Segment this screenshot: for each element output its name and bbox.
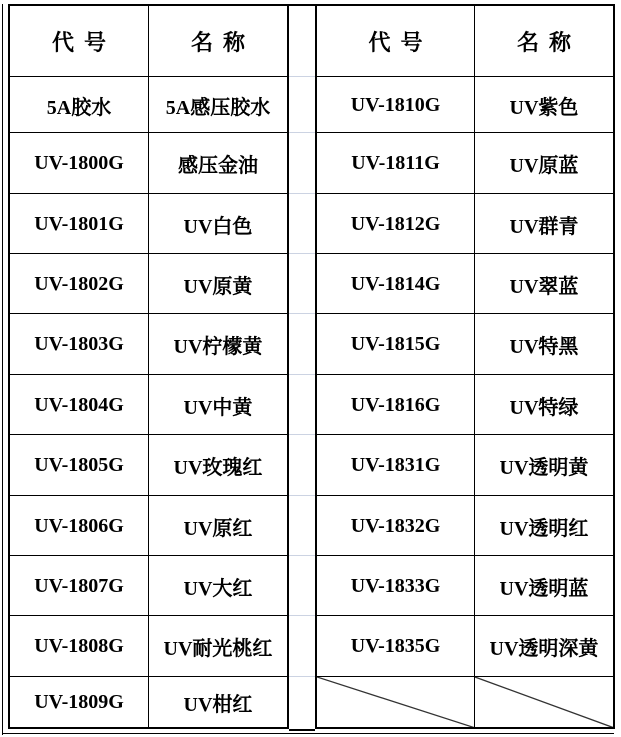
- gridline-segment: [289, 435, 315, 496]
- right-column-header-name: 名称: [475, 5, 615, 76]
- left-header-row: [9, 5, 288, 76]
- code-cell: UV-1808G: [9, 615, 149, 676]
- name-cell: UV透明黄: [475, 434, 615, 495]
- name-cell: UV特绿: [475, 374, 615, 434]
- name-cell: UV紫色: [475, 76, 615, 132]
- left-column-header-name: 名称: [149, 5, 289, 76]
- spacer-column: [289, 4, 315, 731]
- outer-double-border-bottom: [2, 733, 614, 734]
- name-cell: 5A感压胶水: [149, 76, 289, 132]
- code-cell: UV-1809G: [9, 676, 149, 728]
- table-row: [316, 313, 614, 374]
- gridline-segment: [289, 556, 315, 616]
- table-row: [316, 615, 614, 676]
- name-cell: UV透明深黄: [475, 615, 615, 676]
- code-cell: UV-1803G: [9, 313, 149, 374]
- table-row: [316, 76, 614, 132]
- table-row: [9, 555, 288, 615]
- table-row: [9, 313, 288, 374]
- name-cell: UV大红: [149, 555, 289, 615]
- code-cell: UV-1833G: [316, 555, 475, 615]
- gridline-segment: [289, 77, 315, 133]
- code-cell: UV-1811G: [316, 132, 475, 193]
- outer-double-border-left: [2, 4, 3, 735]
- code-cell: UV-1807G: [9, 555, 149, 615]
- gridline-segment: [289, 496, 315, 556]
- diagonal-line-icon: [317, 677, 474, 728]
- table-row: [316, 193, 614, 253]
- table-row: [316, 132, 614, 193]
- tables-wrapper: [8, 4, 615, 731]
- gridline-segment: [289, 133, 315, 194]
- table-row: [316, 253, 614, 313]
- gridline-segment: [289, 616, 315, 677]
- name-cell: UV群青: [475, 193, 615, 253]
- name-cell: UV原红: [149, 495, 289, 555]
- diagonal-strike-cell: [316, 676, 475, 728]
- code-cell: 5A胶水: [9, 76, 149, 132]
- table-row: [316, 374, 614, 434]
- table-row: [9, 253, 288, 313]
- gridline-segment: [289, 6, 315, 77]
- gridline-segment: [289, 314, 315, 375]
- code-cell: UV-1810G: [316, 76, 475, 132]
- right-column-header-code: 代号: [316, 5, 475, 76]
- table-row: [316, 495, 614, 555]
- gridline-segment: [289, 194, 315, 254]
- name-cell: UV柑红: [149, 676, 289, 728]
- table-row: [9, 76, 288, 132]
- code-cell: UV-1814G: [316, 253, 475, 313]
- name-cell: UV柠檬黄: [149, 313, 289, 374]
- diagonal-strike-cell: [475, 676, 615, 728]
- name-cell: UV特黑: [475, 313, 615, 374]
- table-row: [9, 193, 288, 253]
- right-header-row: [316, 5, 614, 76]
- table-row: [316, 434, 614, 495]
- table-row: [9, 615, 288, 676]
- code-cell: UV-1832G: [316, 495, 475, 555]
- code-cell: UV-1802G: [9, 253, 149, 313]
- name-cell: UV翠蓝: [475, 253, 615, 313]
- table-row: [316, 555, 614, 615]
- left-table: [8, 4, 289, 729]
- diagonal-line-icon: [475, 677, 613, 728]
- table-row-empty: [316, 676, 614, 728]
- code-cell: UV-1806G: [9, 495, 149, 555]
- table-row: [9, 434, 288, 495]
- code-cell: UV-1804G: [9, 374, 149, 434]
- name-cell: UV原蓝: [475, 132, 615, 193]
- gridline-segment: [289, 254, 315, 314]
- name-cell: UV中黄: [149, 374, 289, 434]
- name-cell: UV耐光桃红: [149, 615, 289, 676]
- code-cell: UV-1812G: [316, 193, 475, 253]
- name-cell-highlighted: 感压金油: [149, 132, 289, 193]
- name-cell: UV原黄: [149, 253, 289, 313]
- table-row: [9, 132, 288, 193]
- code-cell: UV-1801G: [9, 193, 149, 253]
- name-cell: UV透明蓝: [475, 555, 615, 615]
- code-cell: UV-1800G: [9, 132, 149, 193]
- right-table: [315, 4, 615, 729]
- table-row: [9, 374, 288, 434]
- gridline-segment: [289, 375, 315, 435]
- name-cell: UV玫瑰红: [149, 434, 289, 495]
- code-cell: UV-1831G: [316, 434, 475, 495]
- code-cell: UV-1805G: [9, 434, 149, 495]
- code-cell: UV-1815G: [316, 313, 475, 374]
- code-cell: UV-1816G: [316, 374, 475, 434]
- name-cell: UV白色: [149, 193, 289, 253]
- table-row: [9, 676, 288, 728]
- code-cell: UV-1835G: [316, 615, 475, 676]
- name-cell: UV透明红: [475, 495, 615, 555]
- table-row: [9, 495, 288, 555]
- gridline-segment: [289, 677, 315, 727]
- left-column-header-code: 代号: [9, 5, 149, 76]
